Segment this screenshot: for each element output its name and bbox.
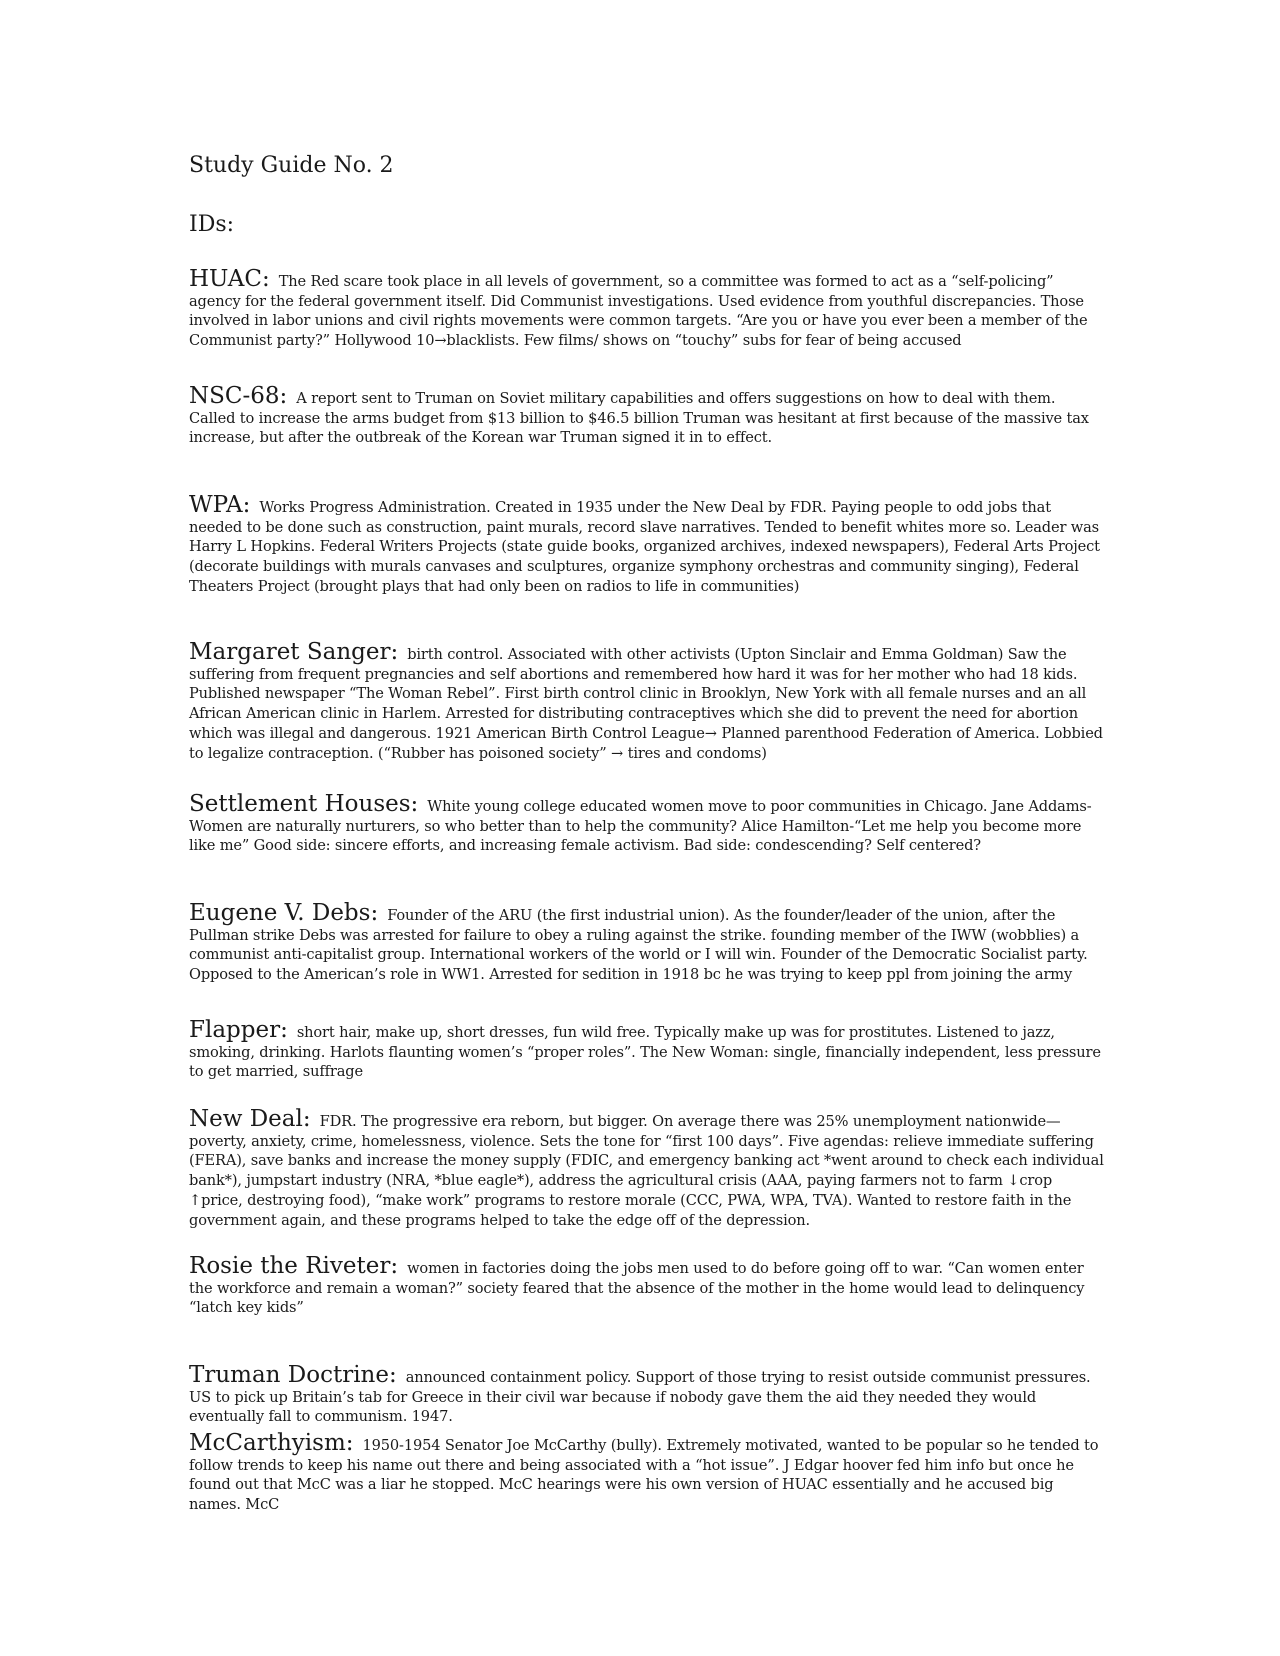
entry-settlement-houses: [189, 791, 1104, 856]
entry-term: Flapper:: [189, 1017, 288, 1043]
entry-term: Settlement Houses:: [189, 791, 419, 817]
entry-eugene-debs: [189, 900, 1104, 985]
section-label: IDs:: [189, 212, 235, 237]
entry-term: WPA:: [189, 492, 251, 518]
entry-term: Truman Doctrine:: [189, 1362, 397, 1388]
entry-body: A report sent to Truman on Soviet military capabilities and offers suggestions on how to deal with them. Called to increase the arms budget from $13 billion to $46.5 billion Truman was hesitant at first because of the massive tax increase, but after the outbreak of the Korean war Truman signed it in to effect.: [189, 390, 1089, 447]
entry-term: Margaret Sanger:: [189, 639, 399, 665]
entry-body: FDR. The progressive era reborn, but bigger. On average there was 25% unemployment nationwide—poverty, anxiety, crime, homelessness, violence. Sets the tone for “first 100 days”. Five agendas: relieve immediate suffering (FERA), save banks and increase the money supply (FDIC, and emergency banking act *went around to check each individual bank*), jumpstart industry (NRA, *blue eagle*), address the agricultural crisis (AAA, paying farmers not to farm ↓crop ↑price, destroying food), “make work” programs to restore morale (CCC, PWA, WPA, TVA). Wanted to restore faith in the government again, and these programs helped to take the edge off of the depression.: [189, 1113, 1104, 1229]
entry-body: women in factories doing the jobs men used to do before going off to war. “Can women enter the workforce and remain a woman?” society feared that the absence of the mother in the home would lead to delinquency “latch key kids”: [189, 1260, 1085, 1317]
entry-huac: [189, 266, 1104, 351]
entry-term: New Deal:: [189, 1106, 311, 1132]
entry-body: birth control. Associated with other activists (Upton Sinclair and Emma Goldman) Saw the suffering from frequent pregnancies and self abortions and remembered how hard it was for her mother who had 18 kids. Published newspaper “The Woman Rebel”. First birth control clinic in Brooklyn, New York with all female nurses and an all African American clinic in Harlem. Arrested for distributing contraceptives which she did to prevent the need for abortion which was illegal and dangerous. 1921 American Birth Control League→ Planned parenthood Federation of America. Lobbied to legalize contraception. (“Rubber has poisoned society” → tires and condoms): [189, 646, 1103, 762]
entry-body: announced containment policy. Support of those trying to resist outside communist pressures. US to pick up Britain’s tab for Greece in their civil war because if nobody gave them the aid they needed they would eventually fall to communism. 1947.: [189, 1369, 1091, 1426]
entry-margaret-sanger: [189, 639, 1104, 763]
entry-body: Founder of the ARU (the first industrial union). As the founder/leader of the union, after the Pullman strike Debs was arrested for failure to obey a ruling against the strike. founding member of the IWW (wobblies) a communist anti-capitalist group. International workers of the world or I will win. Founder of the Democratic Socialist party. Opposed to the American’s role in WW1. Arrested for sedition in 1918 bc he was trying to keep ppl from joining the army: [189, 907, 1088, 984]
entry-wpa: [189, 492, 1104, 597]
entry-body: White young college educated women move to poor communities in Chicago. Jane Addams-Women are naturally nurturers, so who better than to help the community? Alice Hamilton-“Let me help you become more like me” Good side: sincere efforts, and increasing female activism. Bad side: condescending? Self centered?: [189, 798, 1092, 855]
entry-term: McCarthyism:: [189, 1430, 354, 1456]
entry-term: Rosie the Riveter:: [189, 1253, 399, 1279]
entry-term: Eugene V. Debs:: [189, 900, 379, 926]
entry-term: NSC-68:: [189, 383, 288, 409]
entry-mccarthyism: [189, 1430, 1104, 1515]
entry-truman-doctrine: [189, 1362, 1104, 1427]
entry-body: short hair, make up, short dresses, fun wild free. Typically make up was for prostitutes. Listened to jazz, smoking, drinking. Harlots flaunting women’s “proper roles”. The New Woman: single, financially independent, less pressure to get married, suffrage: [189, 1024, 1101, 1081]
entry-rosie-the-riveter: [189, 1253, 1104, 1318]
entry-flapper: [189, 1017, 1104, 1082]
entry-body: 1950-1954 Senator Joe McCarthy (bully). Extremely motivated, wanted to be popular so he tended to follow trends to keep his name out there and being associated with a “hot issue”. J Edgar hoover fed him info but once he found out that McC was a liar he stopped. McC hearings were his own version of HUAC essentially and he accused big names. McC: [189, 1437, 1099, 1514]
entry-new-deal: [189, 1106, 1104, 1230]
page-title: Study Guide No. 2: [189, 153, 394, 178]
entry-term: HUAC:: [189, 266, 270, 292]
entry-body: The Red scare took place in all levels of government, so a committee was formed to act as a “self-policing” agency for the federal government itself. Did Communist investigations. Used evidence from youthful discrepancies. Those involved in labor unions and civil rights movements were common targets. “Are you or have you ever been a member of the Communist party?” Hollywood 10→blacklists. Few films/ shows on “touchy” subs for fear of being accused: [189, 273, 1088, 350]
entry-body: Works Progress Administration. Created in 1935 under the New Deal by FDR. Paying people to odd jobs that needed to be done such as construction, paint murals, record slave narratives. Tended to benefit whites more so. Leader was Harry L Hopkins. Federal Writers Projects (state guide books, organized archives, indexed newspapers), Federal Arts Project (decorate buildings with murals canvases and sculptures, organize symphony orchestras and community singing), Federal Theaters Project (brought plays that had only been on radios to life in communities): [189, 499, 1100, 595]
entry-nsc-68: [189, 383, 1104, 448]
